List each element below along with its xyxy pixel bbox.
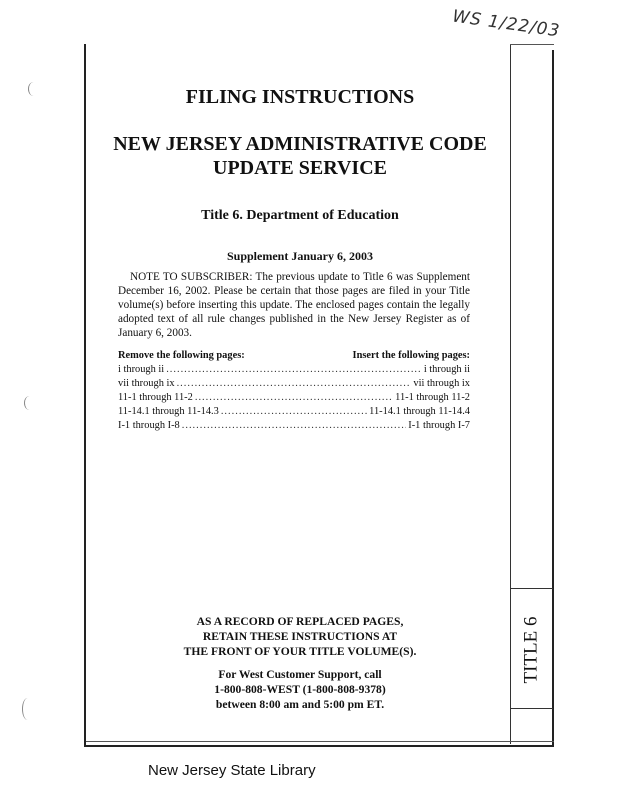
tab-box-bottom-line xyxy=(510,708,553,709)
insert-cell: 11-1 through 11-2 xyxy=(395,392,470,403)
insert-cell: 11-14.1 through 11-14.4 xyxy=(369,406,470,417)
code-title-line2: UPDATE SERVICE xyxy=(213,157,387,179)
hole-punch-mark xyxy=(24,396,35,410)
insert-cell: I-1 through I-7 xyxy=(408,420,470,431)
pages-table-header xyxy=(118,350,470,361)
customer-support-info xyxy=(90,667,510,712)
remove-cell: 11-14.1 through 11-14.3 xyxy=(118,406,219,417)
remove-cell: i through ii xyxy=(118,364,165,375)
filing-instructions-title: FILING INSTRUCTIONS xyxy=(185,86,415,108)
table-row xyxy=(118,391,470,405)
remove-cell: 11-1 through 11-2 xyxy=(118,392,193,403)
supplement-date: Supplement January 6, 2003 xyxy=(226,249,374,263)
department-title: Title 6. Department of Education xyxy=(201,208,399,223)
table-row xyxy=(118,363,470,377)
hole-punch-mark xyxy=(22,698,33,720)
insert-cell: vii through ix xyxy=(413,378,470,389)
leader-dots xyxy=(177,377,412,391)
pages-table xyxy=(118,363,470,433)
code-title-line1: NEW JERSEY ADMINISTRATIVE CODE xyxy=(113,133,487,155)
code-title xyxy=(90,132,510,180)
record-line2: RETAIN THESE INSTRUCTIONS AT xyxy=(202,630,398,643)
library-stamp: New Jersey State Library xyxy=(148,762,316,779)
support-phone: 1-800-808-WEST (1-800-808-9378) xyxy=(214,683,386,696)
remove-pages-header: Remove the following pages: xyxy=(118,350,245,361)
handwritten-date-note: WS 1/22/03 xyxy=(451,6,562,42)
insert-pages-header: Insert the following pages: xyxy=(352,350,470,361)
hole-punch-mark xyxy=(28,82,39,96)
tab-box-top-line xyxy=(510,588,553,589)
frame-left-border xyxy=(84,44,86,746)
table-row xyxy=(118,419,470,433)
note-to-subscriber: NOTE TO SUBSCRIBER: The previous update to Title 6 was Supplement December 16, 2002. Please be certain that those pages are filed in your Title volume(s) before inserting this update. The enclosed pages contain the legally adopted text of all rule changes published in the New Jersey Register as of January 6, 2003. xyxy=(118,271,470,339)
retain-instructions-notice xyxy=(90,614,510,659)
leader-dots xyxy=(166,363,422,377)
title-tab-label: TITLE 6 xyxy=(520,616,542,684)
remove-cell: I-1 through I-8 xyxy=(118,420,180,431)
leader-dots xyxy=(195,391,393,405)
support-hours: between 8:00 am and 5:00 pm ET. xyxy=(215,698,385,711)
frame-top-tab-line xyxy=(510,44,554,45)
leader-dots xyxy=(221,405,367,419)
support-line1: For West Customer Support, call xyxy=(218,668,382,681)
frame-bottom-inner-line xyxy=(86,741,554,742)
leader-dots xyxy=(182,419,406,433)
table-row xyxy=(118,377,470,391)
frame-bottom-border xyxy=(84,745,554,747)
title-tab xyxy=(508,600,554,700)
record-line1: AS A RECORD OF REPLACED PAGES, xyxy=(196,615,404,628)
insert-cell: i through ii xyxy=(423,364,470,375)
record-line3: THE FRONT OF YOUR TITLE VOLUME(S). xyxy=(183,645,417,658)
table-row xyxy=(118,405,470,419)
remove-cell: vii through ix xyxy=(118,378,175,389)
